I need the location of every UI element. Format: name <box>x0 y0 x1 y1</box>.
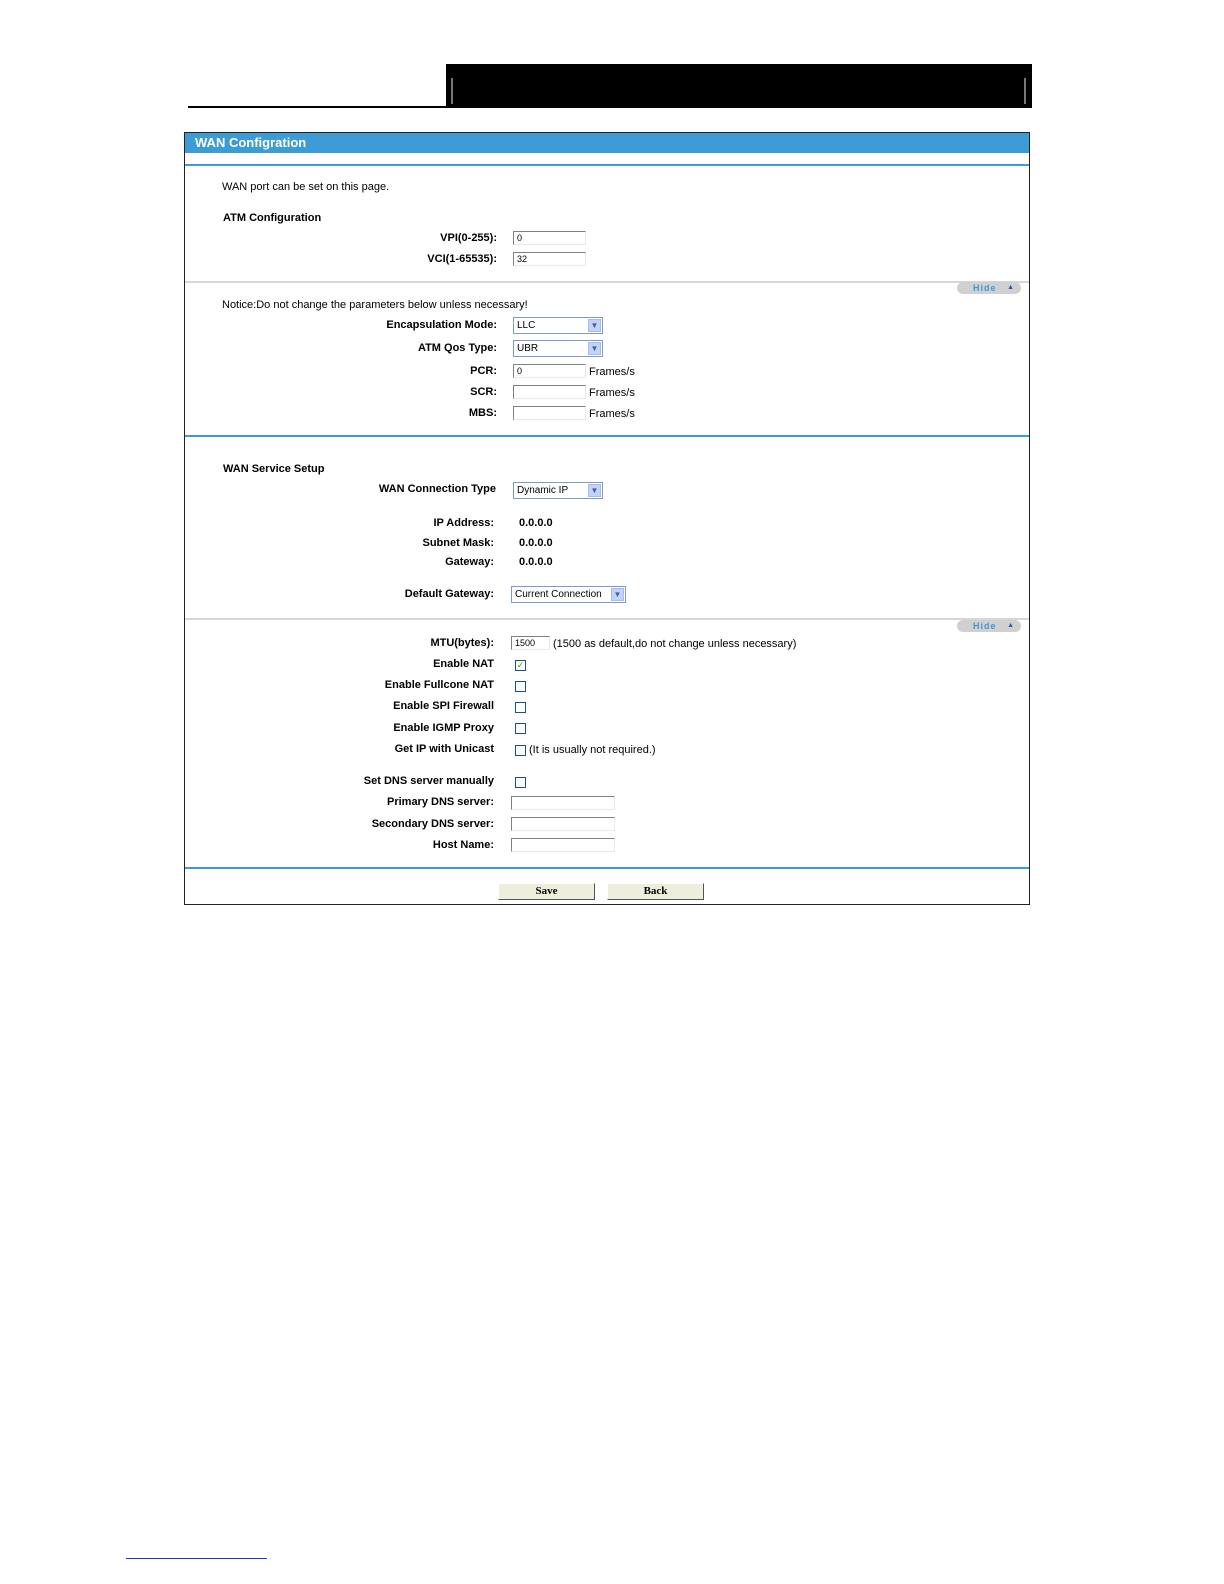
qos-select[interactable] <box>513 340 603 357</box>
mtu-hint: (1500 as default,do not change unless necessary) <box>553 638 797 650</box>
primary-dns-input[interactable] <box>511 796 615 810</box>
unicast-hint: (It is usually not required.) <box>529 744 656 756</box>
encapsulation-value: LLC <box>517 320 536 331</box>
footer-link-underline <box>126 1558 267 1559</box>
vpi-input[interactable]: 0 <box>513 231 586 245</box>
encapsulation-select[interactable] <box>513 317 603 334</box>
hide-atm-advanced-button[interactable] <box>957 282 1021 294</box>
save-button[interactable]: Save <box>498 883 595 900</box>
connection-type-value: Dynamic IP <box>517 485 569 496</box>
encapsulation-label: Encapsulation Mode: <box>386 319 497 331</box>
mtu-label: MTU(bytes): <box>430 637 494 649</box>
nat-label: Enable NAT <box>433 658 494 670</box>
subnet-mask-value: 0.0.0.0 <box>519 537 553 549</box>
ip-address-label: IP Address: <box>433 517 494 529</box>
dns-manual-label: Set DNS server manually <box>363 775 494 787</box>
secondary-dns-input[interactable] <box>511 817 615 831</box>
panel-title: WAN Configration <box>185 133 1029 153</box>
default-gateway-value: Current Connection <box>515 589 602 600</box>
scr-unit: Frames/s <box>589 387 635 399</box>
notice-text: Notice:Do not change the parameters below unless necessary! <box>222 299 528 311</box>
mbs-input[interactable] <box>513 406 586 420</box>
gateway-value: 0.0.0.0 <box>519 556 553 568</box>
vci-input[interactable]: 32 <box>513 252 586 266</box>
chevron-down-icon[interactable]: ▼ <box>588 319 601 332</box>
qos-label: ATM Qos Type: <box>417 342 497 354</box>
scr-label: SCR: <box>470 386 497 398</box>
divider <box>185 281 1029 283</box>
primary-dns-label: Primary DNS server: <box>386 796 494 808</box>
divider <box>185 435 1029 437</box>
vpi-label: VPI(0-255): <box>440 232 497 244</box>
host-name-label: Host Name: <box>432 839 494 851</box>
document-header-rule <box>188 106 446 108</box>
nat-checkbox[interactable] <box>515 660 526 671</box>
fullcone-nat-checkbox[interactable] <box>515 681 526 692</box>
service-heading: WAN Service Setup <box>223 463 325 475</box>
chevron-up-icon: ▲ <box>1007 284 1015 291</box>
dns-manual-checkbox[interactable] <box>515 777 526 788</box>
pcr-label: PCR: <box>470 365 497 377</box>
hide-label: Hide <box>973 621 997 631</box>
atm-heading: ATM Configuration <box>223 212 322 224</box>
secondary-dns-label: Secondary DNS server: <box>371 818 494 830</box>
header-bar-tick <box>451 78 453 104</box>
pcr-input[interactable]: 0 <box>513 364 586 378</box>
mbs-unit: Frames/s <box>589 408 635 420</box>
chevron-down-icon[interactable]: ▼ <box>611 588 624 601</box>
chevron-down-icon[interactable]: ▼ <box>588 484 601 497</box>
scr-input[interactable] <box>513 385 586 399</box>
ip-address-value: 0.0.0.0 <box>519 517 553 529</box>
fullcone-nat-label: Enable Fullcone NAT <box>384 679 494 691</box>
igmp-proxy-label: Enable IGMP Proxy <box>393 722 494 734</box>
default-gateway-label: Default Gateway: <box>404 588 494 600</box>
header-bar-tick <box>1024 78 1026 104</box>
gateway-label: Gateway: <box>445 556 494 568</box>
chevron-up-icon: ▲ <box>1007 622 1015 629</box>
hide-label: Hide <box>973 283 997 293</box>
subnet-mask-label: Subnet Mask: <box>422 537 494 549</box>
spi-firewall-checkbox[interactable] <box>515 702 526 713</box>
qos-value: UBR <box>517 343 539 354</box>
mbs-label: MBS: <box>468 407 497 419</box>
igmp-proxy-checkbox[interactable] <box>515 723 526 734</box>
chevron-down-icon[interactable]: ▼ <box>588 342 601 355</box>
host-name-input[interactable] <box>511 838 615 852</box>
divider <box>185 618 1029 620</box>
connection-type-label: WAN Connection Type <box>378 483 496 495</box>
back-button[interactable]: Back <box>607 883 704 900</box>
unicast-label: Get IP with Unicast <box>394 743 494 755</box>
hide-options-button[interactable] <box>957 620 1021 632</box>
unicast-checkbox[interactable] <box>515 745 526 756</box>
intro-text: WAN port can be set on this page. <box>222 181 390 193</box>
default-gateway-select[interactable] <box>511 586 626 603</box>
spi-firewall-label: Enable SPI Firewall <box>393 700 494 712</box>
pcr-unit: Frames/s <box>589 366 635 378</box>
vci-label: VCI(1-65535): <box>427 253 497 265</box>
checkmark-icon: ✓ <box>516 660 525 670</box>
document-header-bar <box>446 64 1032 108</box>
mtu-input[interactable]: 1500 <box>511 636 550 650</box>
divider <box>185 867 1029 869</box>
connection-type-select[interactable] <box>513 482 603 499</box>
divider <box>185 164 1029 166</box>
wan-configuration-panel <box>184 132 1030 905</box>
